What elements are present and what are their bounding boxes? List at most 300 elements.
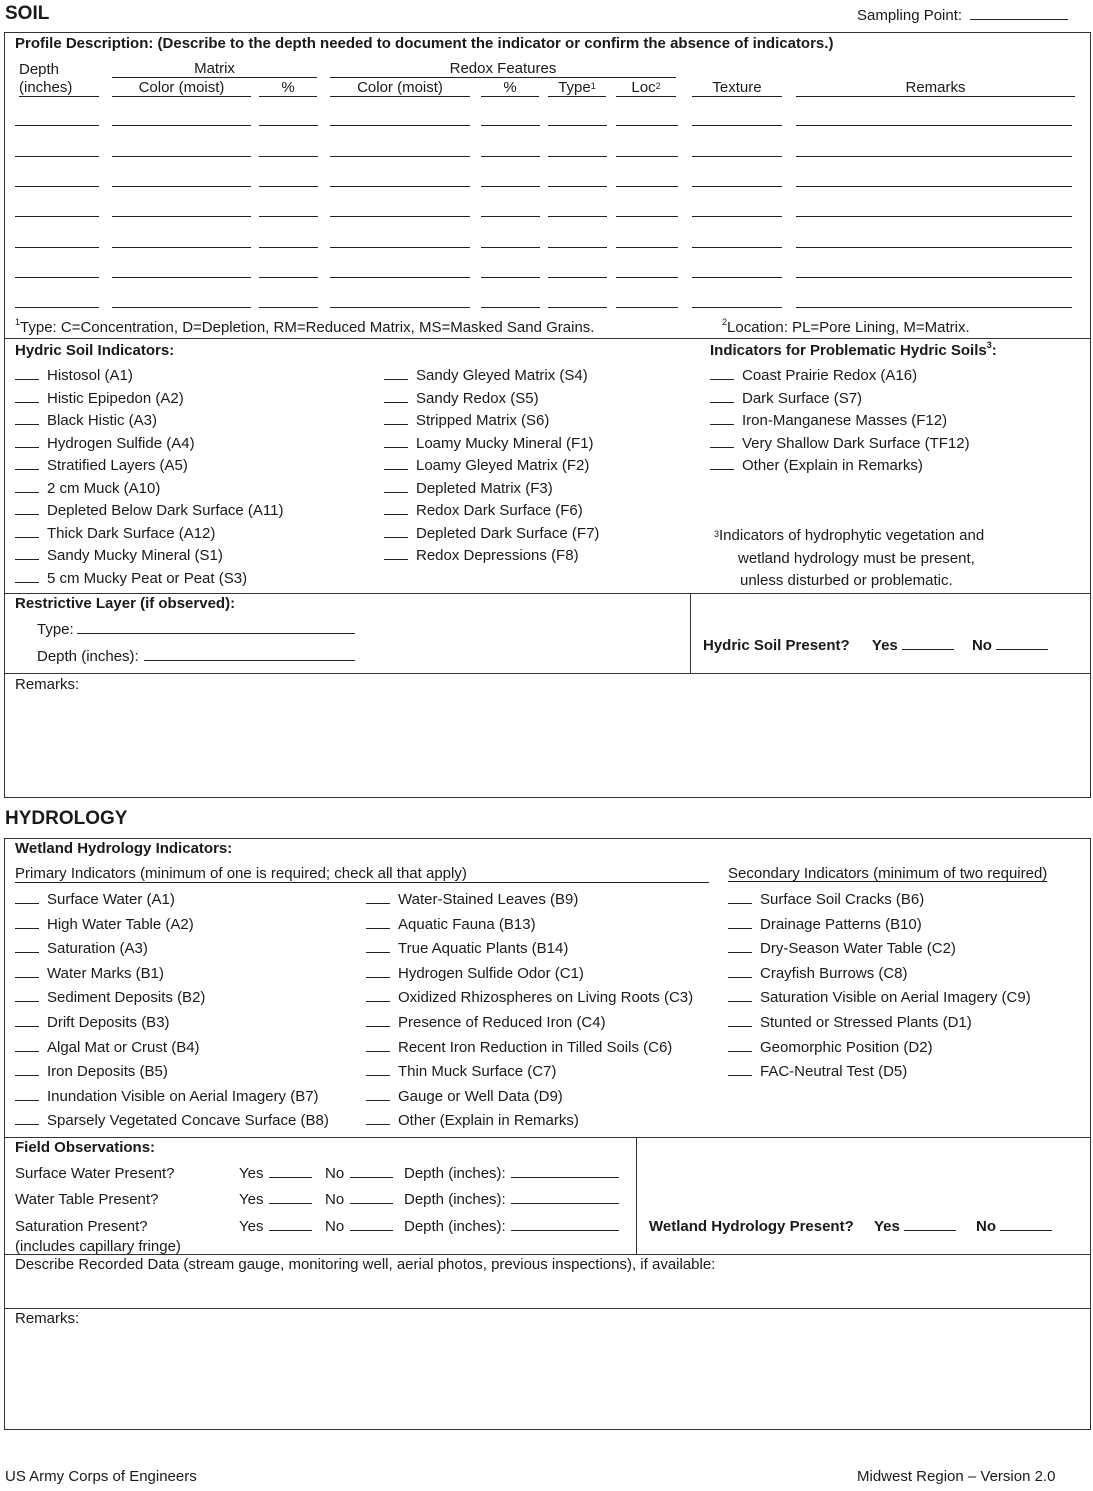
profile-cell-line[interactable] [15, 247, 99, 248]
checklist-label: Depleted Matrix (F3) [416, 479, 553, 497]
profile-description-heading: Profile Description: (Describe to the depth needed to document the indicator or confirm the absence of indicators.) [15, 35, 834, 52]
profile-cell-line[interactable] [692, 277, 782, 278]
checkbox-blank[interactable] [384, 480, 408, 493]
obs-note: (includes capillary fringe) [15, 1238, 181, 1255]
describe-recorded-area[interactable] [10, 1276, 1085, 1306]
obs-depth-field[interactable] [511, 1218, 619, 1231]
checkbox-blank[interactable] [728, 965, 752, 978]
checklist-item [710, 410, 970, 433]
profile-cell-line[interactable] [796, 156, 1072, 157]
profile-cell-line[interactable] [112, 125, 251, 126]
checklist-label: Hydrogen Sulfide Odor (C1) [398, 964, 584, 982]
header-type-text: Type [558, 79, 591, 96]
obs-yes-label: Yes [239, 1218, 264, 1235]
checkbox-blank[interactable] [15, 940, 39, 953]
profile-cell-line[interactable] [481, 307, 540, 308]
checklist-label: Depleted Dark Surface (F7) [416, 524, 600, 542]
restrictive-depth-label: Depth (inches): [37, 648, 139, 665]
header-loc-sup: 2 [655, 81, 661, 91]
checklist-label: Sandy Gleyed Matrix (S4) [416, 367, 588, 384]
checklist-item [15, 455, 284, 478]
checkbox-blank[interactable] [384, 367, 408, 380]
obs-question: Water Table Present? [15, 1191, 159, 1208]
checkbox-blank[interactable] [384, 547, 408, 560]
obs-yes [239, 1191, 312, 1208]
checkbox-blank[interactable] [15, 367, 39, 380]
profile-cell-line[interactable] [796, 186, 1072, 187]
checklist-label: Recent Iron Reduction in Tilled Soils (C6) [398, 1038, 673, 1056]
header-redox-color: Color (moist) [330, 80, 470, 97]
checklist-item [384, 500, 599, 523]
profile-cell-line[interactable] [692, 156, 782, 157]
checkbox-blank[interactable] [366, 965, 390, 978]
divider [4, 1254, 1091, 1255]
checklist-item [366, 962, 693, 987]
checkbox-blank[interactable] [366, 916, 390, 929]
field-observations-title: Field Observations: [15, 1139, 156, 1156]
checkbox-blank[interactable] [710, 457, 734, 470]
checklist-label: Saturation Visible on Aerial Imagery (C9) [760, 989, 1031, 1007]
checklist-item [384, 545, 599, 568]
profile-cell-line[interactable] [481, 277, 540, 278]
divider [4, 673, 1091, 674]
problematic-colon: : [991, 342, 997, 359]
obs-no-field[interactable] [350, 1218, 393, 1231]
profile-cell-line[interactable] [112, 277, 251, 278]
sampling-point [857, 7, 1068, 24]
soil-remarks-area[interactable] [10, 696, 1085, 792]
checklist-label: High Water Table (A2) [47, 915, 194, 933]
profile-cell-line[interactable] [548, 156, 607, 157]
checkbox-blank[interactable] [15, 412, 39, 425]
checklist-item [384, 433, 599, 456]
checklist-label: Loamy Mucky Mineral (F1) [416, 434, 594, 452]
checklist-item [15, 1085, 329, 1110]
checklist-label: Other (Explain in Remarks) [742, 457, 923, 474]
checkbox-blank[interactable] [366, 1088, 390, 1101]
checklist-label: Black Histic (A3) [47, 412, 158, 429]
restrictive-depth-field[interactable] [144, 648, 355, 661]
profile-cell-line[interactable] [616, 125, 678, 126]
checkbox-blank[interactable] [15, 891, 39, 904]
checkbox-blank[interactable] [366, 1063, 390, 1076]
profile-cell-line[interactable] [616, 277, 678, 278]
checklist-item [710, 433, 970, 456]
profile-cell-line[interactable] [481, 125, 540, 126]
profile-cell-line[interactable] [616, 307, 678, 308]
profile-cell-line[interactable] [259, 186, 318, 187]
wetland-yes-label: Yes [873, 1218, 900, 1235]
obs-depth [404, 1218, 619, 1235]
note3-line2: wetland hydrology must be present, [738, 549, 975, 567]
problematic-title [710, 342, 997, 359]
obs-depth [404, 1165, 619, 1182]
hydric-col2 [384, 365, 599, 568]
checkbox-blank[interactable] [15, 547, 39, 560]
divider [4, 338, 1091, 339]
checklist-item [710, 365, 970, 388]
checkbox-blank[interactable] [366, 1039, 390, 1052]
divider [690, 593, 691, 673]
restrictive-type-field[interactable] [77, 621, 355, 634]
checkbox-blank[interactable] [384, 525, 408, 538]
profile-cell-line[interactable] [259, 277, 318, 278]
checklist-item [384, 365, 599, 388]
checklist-label: Surface Soil Cracks (B6) [760, 891, 925, 908]
checklist-item [728, 1060, 1031, 1085]
hydric-yes-field[interactable] [902, 637, 954, 650]
footnote-loc-sup: 2 [722, 317, 728, 327]
restrictive-depth-row [37, 648, 355, 665]
checklist-item [728, 913, 1031, 938]
note3-line3: unless disturbed or problematic. [740, 572, 953, 589]
header-matrix-color: Color (moist) [112, 80, 251, 97]
profile-cell-line[interactable] [616, 156, 678, 157]
wetland-hydrology-present [649, 1218, 1052, 1235]
checkbox-blank[interactable] [15, 502, 39, 515]
obs-question: Saturation Present? [15, 1218, 148, 1235]
checklist-label: Sediment Deposits (B2) [47, 989, 206, 1007]
obs-depth-label: Depth (inches): [404, 1191, 506, 1208]
checklist-item [15, 388, 284, 411]
profile-cell-line[interactable] [616, 247, 678, 248]
profile-cell-line[interactable] [796, 307, 1072, 308]
checklist-item [710, 388, 970, 411]
checkbox-blank[interactable] [15, 457, 39, 470]
profile-cell-line[interactable] [330, 156, 470, 157]
checkbox-blank[interactable] [15, 1014, 39, 1027]
checklist-label: Water-Stained Leaves (B9) [398, 891, 579, 908]
obs-no-label: No [325, 1165, 345, 1182]
checklist-label: Geomorphic Position (D2) [760, 1038, 933, 1056]
profile-cell-line[interactable] [616, 216, 678, 217]
hydric-indicators-title: Hydric Soil Indicators: [15, 342, 175, 359]
divider [4, 1308, 1091, 1309]
footer-left: US Army Corps of Engineers [5, 1468, 197, 1485]
checklist-item [15, 913, 329, 938]
obs-yes-field[interactable] [269, 1165, 312, 1178]
checkbox-blank[interactable] [15, 435, 39, 448]
header-matrix: Matrix [112, 61, 317, 78]
profile-cell-line[interactable] [15, 216, 99, 217]
sampling-point-field[interactable] [970, 7, 1068, 20]
profile-cell-line[interactable] [481, 186, 540, 187]
checklist-label: Coast Prairie Redox (A16) [742, 367, 918, 384]
checklist-label: Sandy Mucky Mineral (S1) [47, 547, 223, 564]
checkbox-blank[interactable] [366, 891, 390, 904]
profile-cell-line[interactable] [548, 216, 607, 217]
checkbox-blank[interactable] [384, 502, 408, 515]
footnote-loc-text: Location: PL=Pore Lining, M=Matrix. [727, 319, 970, 336]
checkbox-blank[interactable] [366, 989, 390, 1002]
checkbox-blank[interactable] [15, 1063, 39, 1076]
profile-cell-line[interactable] [481, 216, 540, 217]
wetland-no-label: No [975, 1218, 996, 1235]
checklist-label: Stunted or Stressed Plants (D1) [760, 1013, 972, 1031]
obs-yes-field[interactable] [269, 1191, 312, 1204]
checklist-item [15, 986, 329, 1011]
checklist-label: Dry-Season Water Table (C2) [760, 940, 956, 958]
checklist-item [710, 455, 970, 478]
header-matrix-pct: % [259, 80, 317, 97]
header-redox-pct: % [481, 80, 539, 97]
checkbox-blank[interactable] [728, 1039, 752, 1052]
obs-yes [239, 1165, 312, 1182]
note3-line1: Indicators of hydrophytic vegetation and [719, 527, 985, 544]
checkbox-blank[interactable] [366, 1014, 390, 1027]
obs-yes-label: Yes [239, 1191, 264, 1208]
checkbox-blank[interactable] [15, 390, 39, 403]
secondary-indicators-title: Secondary Indicators (minimum of two required) [728, 865, 1048, 882]
obs-yes [239, 1218, 312, 1235]
checkbox-blank[interactable] [710, 412, 734, 425]
profile-cell-line[interactable] [692, 247, 782, 248]
footnote-location [722, 319, 970, 336]
checklist-label: Inundation Visible on Aerial Imagery (B7) [47, 1087, 319, 1105]
checklist-label: Algal Mat or Crust (B4) [47, 1038, 200, 1056]
hydric-no-label: No [971, 637, 992, 654]
profile-cell-line[interactable] [330, 186, 470, 187]
profile-cell-line[interactable] [259, 125, 318, 126]
checkbox-blank[interactable] [15, 916, 39, 929]
checkbox-blank[interactable] [728, 916, 752, 929]
profile-cell-line[interactable] [259, 156, 318, 157]
header-inches: (inches) [19, 80, 99, 97]
profile-cell-line[interactable] [692, 216, 782, 217]
profile-cell-line[interactable] [548, 307, 607, 308]
checklist-item [366, 1109, 693, 1134]
profile-cell-line[interactable] [481, 247, 540, 248]
checklist-label: Dark Surface (S7) [742, 389, 863, 407]
profile-cell-line[interactable] [692, 125, 782, 126]
checklist-label: Very Shallow Dark Surface (TF12) [742, 434, 970, 452]
profile-cell-line[interactable] [796, 277, 1072, 278]
checklist-label: Surface Water (A1) [47, 891, 175, 908]
obs-yes-field[interactable] [269, 1218, 312, 1231]
describe-recorded-label: Describe Recorded Data (stream gauge, monitoring well, aerial photos, previous inspections), if available: [15, 1256, 716, 1273]
profile-cell-line[interactable] [15, 277, 99, 278]
checkbox-blank[interactable] [728, 940, 752, 953]
obs-no-field[interactable] [350, 1191, 393, 1204]
profile-cell-line[interactable] [548, 125, 607, 126]
checklist-item [728, 1011, 1031, 1036]
checklist-label: True Aquatic Plants (B14) [398, 940, 569, 958]
checklist-item [384, 410, 599, 433]
checklist-item [728, 986, 1031, 1011]
checklist-item [384, 523, 599, 546]
checklist-item [384, 388, 599, 411]
header-type-sup: 1 [590, 81, 596, 91]
checklist-label: Thin Muck Surface (C7) [398, 1063, 557, 1081]
checklist-label: Crayfish Burrows (C8) [760, 964, 908, 982]
checklist-label: Water Marks (B1) [47, 964, 164, 982]
obs-depth-field[interactable] [511, 1165, 619, 1178]
checklist-label: Gauge or Well Data (D9) [398, 1087, 563, 1105]
checklist-item [15, 433, 284, 456]
checkbox-blank[interactable] [710, 390, 734, 403]
profile-cell-line[interactable] [796, 125, 1072, 126]
checklist-item [15, 365, 284, 388]
checklist-label: FAC-Neutral Test (D5) [760, 1063, 908, 1081]
hydric-col1 [15, 365, 284, 590]
checklist-label: Sandy Redox (S5) [416, 389, 539, 407]
profile-cell-line[interactable] [548, 247, 607, 248]
checklist-label: Thick Dark Surface (A12) [47, 524, 216, 542]
profile-cell-line[interactable] [259, 247, 318, 248]
obs-no-label: No [325, 1191, 345, 1208]
checklist-item [366, 1085, 693, 1110]
checkbox-blank[interactable] [384, 435, 408, 448]
checkbox-blank[interactable] [15, 570, 39, 583]
checklist-item [366, 1036, 693, 1061]
checkbox-blank[interactable] [15, 989, 39, 1002]
checkbox-blank[interactable] [728, 1063, 752, 1076]
checklist-label: Iron Deposits (B5) [47, 1063, 168, 1081]
profile-cell-line[interactable] [259, 307, 318, 308]
hydric-yes-label: Yes [871, 637, 898, 654]
checkbox-blank[interactable] [15, 1039, 39, 1052]
checklist-item [366, 913, 693, 938]
checklist-label: Histic Epipedon (A2) [47, 389, 184, 407]
profile-cell-line[interactable] [15, 186, 99, 187]
checklist-item [366, 1060, 693, 1085]
checklist-item [15, 937, 329, 962]
checklist-label: Histosol (A1) [47, 367, 133, 384]
checklist-label: Hydrogen Sulfide (A4) [47, 434, 195, 452]
obs-no [325, 1191, 393, 1208]
hydric-no-field[interactable] [996, 637, 1048, 650]
profile-cell-line[interactable] [548, 186, 607, 187]
checklist-item [15, 545, 284, 568]
secondary-list [728, 888, 1031, 1085]
header-loc [616, 80, 676, 97]
checklist-label: Loamy Gleyed Matrix (F2) [416, 457, 590, 474]
checklist-item [15, 523, 284, 546]
profile-cell-line[interactable] [15, 307, 99, 308]
checklist-label: Stripped Matrix (S6) [416, 412, 550, 429]
checkbox-blank[interactable] [15, 525, 39, 538]
problematic-list [710, 365, 970, 478]
checklist-item [728, 962, 1031, 987]
obs-depth-label: Depth (inches): [404, 1218, 506, 1235]
checkbox-blank[interactable] [710, 367, 734, 380]
soil-remarks-label: Remarks: [15, 676, 80, 693]
checklist-item [15, 888, 329, 913]
restrictive-type-label: Type: [37, 621, 74, 638]
divider [4, 1137, 1091, 1138]
profile-cell-line[interactable] [15, 125, 99, 126]
profile-cell-line[interactable] [548, 277, 607, 278]
checklist-label: Saturation (A3) [47, 940, 148, 958]
profile-cell-line[interactable] [259, 216, 318, 217]
checklist-item [366, 1011, 693, 1036]
checklist-item [728, 1036, 1031, 1061]
footer-right: Midwest Region – Version 2.0 [857, 1468, 1056, 1485]
profile-cell-line[interactable] [481, 156, 540, 157]
checkbox-blank[interactable] [710, 435, 734, 448]
checkbox-blank[interactable] [15, 965, 39, 978]
obs-depth-label: Depth (inches): [404, 1165, 506, 1182]
divider [636, 1137, 637, 1254]
obs-depth-field[interactable] [511, 1191, 619, 1204]
obs-no [325, 1165, 393, 1182]
header-depth: Depth [19, 61, 60, 78]
obs-depth [404, 1191, 619, 1208]
header-type [548, 80, 606, 97]
checklist-item [15, 1060, 329, 1085]
checkbox-blank[interactable] [384, 412, 408, 425]
obs-yes-label: Yes [239, 1165, 264, 1182]
profile-cell-line[interactable] [796, 216, 1072, 217]
checklist-label: Presence of Reduced Iron (C4) [398, 1013, 606, 1031]
checklist-item [15, 410, 284, 433]
header-remarks: Remarks [796, 80, 1075, 97]
obs-no-label: No [325, 1218, 345, 1235]
note3 [714, 525, 984, 593]
checkbox-blank[interactable] [384, 390, 408, 403]
checklist-item [728, 937, 1031, 962]
profile-cell-line[interactable] [112, 156, 251, 157]
checkbox-blank[interactable] [366, 1112, 390, 1125]
checkbox-blank[interactable] [728, 989, 752, 1002]
hydric-soil-present-label: Hydric Soil Present? [703, 637, 850, 654]
obs-no-field[interactable] [350, 1165, 393, 1178]
wetland-yes-field[interactable] [904, 1218, 956, 1231]
checkbox-blank[interactable] [728, 891, 752, 904]
checkbox-blank[interactable] [728, 1014, 752, 1027]
checklist-item [384, 455, 599, 478]
profile-cell-line[interactable] [796, 247, 1072, 248]
checkbox-blank[interactable] [15, 480, 39, 493]
profile-cell-line[interactable] [112, 307, 251, 308]
checklist-item [15, 568, 284, 591]
profile-cell-line[interactable] [616, 186, 678, 187]
hydric-soil-present [703, 637, 1048, 654]
profile-cell-line[interactable] [330, 216, 470, 217]
footnote-type-text: Type: C=Concentration, D=Depletion, RM=Reduced Matrix, MS=Masked Sand Grains. [20, 319, 595, 336]
checklist-item [15, 1011, 329, 1036]
checklist-label: Oxidized Rhizospheres on Living Roots (C3) [398, 989, 694, 1007]
profile-cell-line[interactable] [112, 247, 251, 248]
header-loc-text: Loc [631, 79, 656, 96]
profile-cell-line[interactable] [15, 156, 99, 157]
profile-cell-line[interactable] [330, 125, 470, 126]
checklist-label: Drainage Patterns (B10) [760, 915, 922, 933]
checklist-item [728, 888, 1031, 913]
obs-question: Surface Water Present? [15, 1165, 175, 1182]
hydrology-remarks-area[interactable] [10, 1330, 1085, 1424]
hydrology-title: HYDROLOGY [5, 808, 128, 829]
profile-cell-line[interactable] [330, 307, 470, 308]
obs-no [325, 1218, 393, 1235]
profile-cell-line[interactable] [692, 307, 782, 308]
footnote-type [15, 319, 594, 336]
profile-cell-line[interactable] [330, 247, 470, 248]
checkbox-blank[interactable] [384, 457, 408, 470]
profile-cell-line[interactable] [112, 216, 251, 217]
profile-cell-line[interactable] [692, 186, 782, 187]
restrictive-type-row [37, 621, 355, 638]
header-texture: Texture [692, 80, 782, 97]
checklist-item [15, 1109, 329, 1134]
wetland-present-label: Wetland Hydrology Present? [649, 1218, 854, 1235]
checkbox-blank[interactable] [366, 940, 390, 953]
checkbox-blank[interactable] [15, 1088, 39, 1101]
wetland-no-field[interactable] [1000, 1218, 1052, 1231]
profile-cell-line[interactable] [330, 277, 470, 278]
checkbox-blank[interactable] [15, 1112, 39, 1125]
profile-cell-line[interactable] [112, 186, 251, 187]
